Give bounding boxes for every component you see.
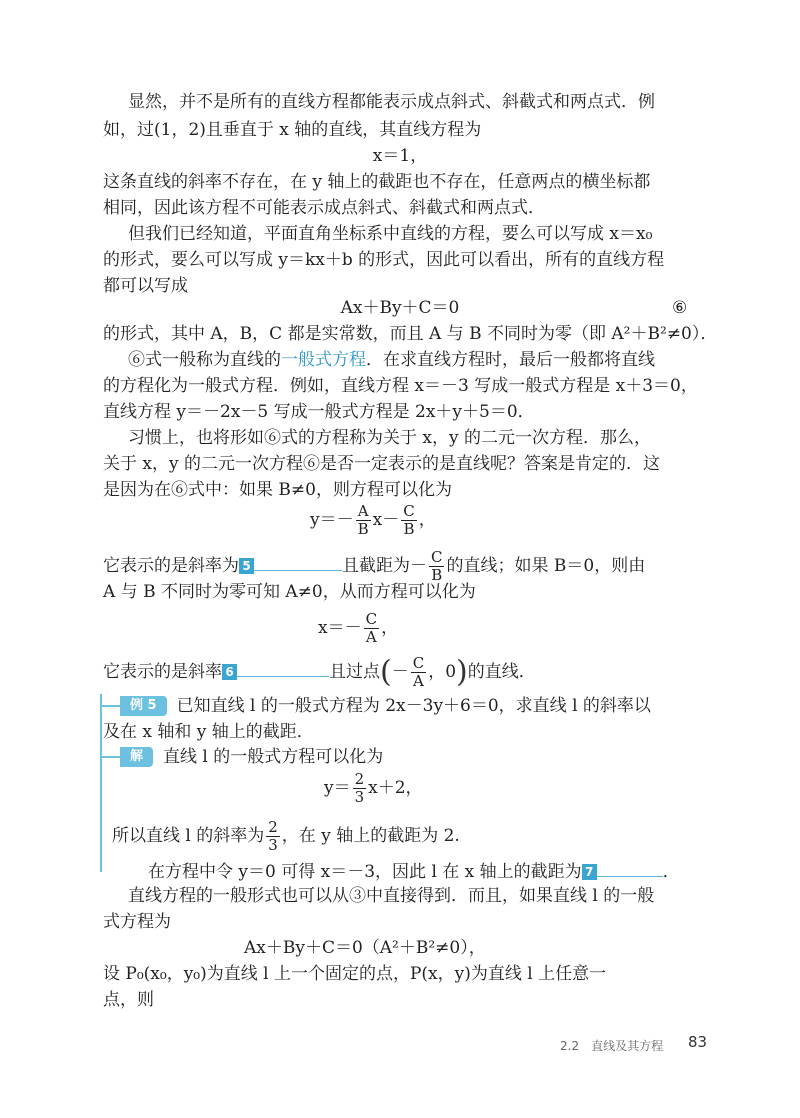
- eq-part: y＝: [324, 778, 351, 798]
- fraction: [356, 503, 371, 538]
- eq-part: y＝－: [310, 510, 354, 530]
- fraction: [353, 771, 367, 806]
- text-span: 的直线；如果 B＝0，则由: [446, 556, 646, 576]
- denominator: A: [365, 628, 377, 646]
- text-span: 它表示的是斜率: [103, 662, 222, 682]
- text-line: [128, 348, 655, 372]
- eq-part: －: [391, 662, 409, 682]
- text-line: 及在 x 轴和 y 轴上的截距．: [103, 722, 314, 742]
- numerator: A: [357, 502, 369, 520]
- equation: Ax＋By＋C＝0: [340, 298, 460, 318]
- text-line: 如，过(1，2)且垂直于 x 轴的直线，其直线方程为: [103, 120, 482, 140]
- numerator: C: [365, 610, 378, 628]
- text-line: 显然，并不是所有的直线方程都能表示成点斜式、斜截式和两点式．例: [128, 92, 655, 112]
- denominator: B: [431, 566, 443, 584]
- text-line: 但我们已经知道，平面直角坐标系中直线的方程，要么可以写成 x＝x₀: [128, 224, 653, 244]
- text-span: 在方程中令 y＝0 可得 x＝－3，因此 l 在 x 轴上的截距为: [148, 862, 582, 882]
- denominator: B: [403, 520, 415, 538]
- eq-part: ，: [418, 510, 436, 530]
- text-line: 都可以写成: [103, 276, 188, 296]
- answer-blank[interactable]: [237, 658, 329, 677]
- text-line: 这条直线的斜率不存在，在 y 轴上的截距也不存在，任意两点的横坐标都: [103, 172, 651, 192]
- equation: x＝1，: [372, 146, 428, 166]
- eq-part: x－: [372, 510, 400, 530]
- example-line: [120, 694, 651, 718]
- text-span: ．在求直线方程时，最后一般都将直线: [366, 350, 655, 370]
- text-span: 的直线．: [467, 662, 536, 682]
- example-connector: [100, 705, 120, 707]
- text-span: 直线 l 的一般式方程可以化为: [163, 747, 384, 767]
- text-line: 的形式，其中 A，B，C 都是实常数，而且 A 与 B 不同时为零（即 A²＋B²≠0）．: [103, 324, 718, 344]
- fraction: [401, 503, 416, 538]
- equation: Ax＋By＋C＝0（A²＋B²≠0），: [244, 938, 486, 958]
- example-badge: 例 5: [120, 696, 167, 716]
- text-line: [148, 858, 680, 884]
- eq-part: x＝－: [318, 618, 362, 638]
- eq-part: ，0: [428, 662, 457, 682]
- answer-blank[interactable]: [254, 552, 342, 571]
- denominator: B: [357, 520, 369, 538]
- numerator: C: [403, 502, 415, 520]
- question-number: 6: [222, 664, 237, 680]
- fraction: [411, 655, 426, 690]
- text-line: 是因为在⑥式中：如果 B≠0，则方程可以化为: [103, 480, 452, 500]
- fraction: [429, 549, 444, 584]
- numerator: C: [431, 548, 443, 566]
- denominator: 3: [268, 836, 278, 854]
- fraction: [364, 611, 379, 646]
- paren: ): [456, 654, 468, 690]
- text-line: 设 P₀(x₀，y₀)为直线 l 上一个固定的点，P(x，y)为直线 l 上任意一: [103, 964, 607, 984]
- numerator: 2: [354, 770, 365, 788]
- text-line: 关于 x，y 的二元一次方程⑥是否一定表示的是直线呢？答案是肯定的．这: [103, 454, 660, 474]
- fraction: [266, 819, 280, 854]
- solution-line: [120, 745, 383, 769]
- text-span: ⑥式一般称为直线的: [128, 350, 281, 370]
- text-line: 直线方程的一般形式也可以从③中直接得到．而且，如果直线 l 的一般: [128, 886, 655, 906]
- text-span: 所以直线 l 的斜率为: [112, 826, 265, 846]
- text-span: ．: [662, 862, 680, 882]
- text-line: 的形式，要么可以写成 y＝kx＋b 的形式，因此可以看出，所有的直线方程: [103, 250, 665, 270]
- text-line: 点，则: [103, 990, 154, 1010]
- solution-badge: 解: [120, 747, 153, 767]
- equation: [324, 768, 423, 808]
- equation: [318, 608, 398, 648]
- example-sidebar-line: [100, 694, 102, 872]
- text-span: 且截距为－: [342, 556, 427, 576]
- solution-connector: [100, 756, 120, 758]
- text-span: ，在 y 轴上的截距为 2.: [281, 826, 460, 846]
- text-line: 习惯上，也将形如⑥式的方程称为关于 x，y 的二元一次方程．那么，: [128, 428, 651, 448]
- key-term: 一般式方程: [281, 350, 366, 370]
- eq-part: x＋2，: [368, 778, 423, 798]
- text-line: 直线方程 y＝－2x－5 写成一般式方程是 2x＋y＋5＝0．: [103, 402, 535, 422]
- numerator: 2: [268, 818, 278, 836]
- text-span: 且过点: [329, 662, 380, 682]
- question-number: 7: [582, 864, 597, 880]
- page-number: 83: [688, 1033, 708, 1051]
- text-span: 已知直线 l 的一般式方程为 2x－3y＋6＝0，求直线 l 的斜率以: [176, 696, 651, 716]
- text-line: 相同，因此该方程不可能表示成点斜式、斜截式和两点式．: [103, 198, 545, 218]
- numerator: C: [412, 654, 425, 672]
- text-line: A 与 B 不同时为零可知 A≠0，从而方程可以化为: [103, 582, 476, 602]
- denominator: 3: [354, 788, 365, 806]
- text-line: 的方程化为一般式方程．例如，直线方程 x＝－3 写成一般式方程是 x＋3＝0，: [103, 376, 698, 396]
- denominator: A: [413, 672, 424, 690]
- text-line: 式方程为: [103, 912, 171, 932]
- equation-tag: ⑥: [672, 298, 688, 318]
- paren: (: [380, 654, 392, 690]
- text-span: 它表示的是斜率为: [103, 556, 239, 576]
- equation: [310, 500, 436, 540]
- running-footer: 2.2 直线及其方程: [560, 1039, 664, 1053]
- eq-part: ，: [381, 618, 399, 638]
- question-number: 5: [239, 558, 254, 574]
- text-line: [112, 816, 460, 856]
- text-line: [103, 652, 536, 693]
- answer-blank[interactable]: [597, 858, 663, 877]
